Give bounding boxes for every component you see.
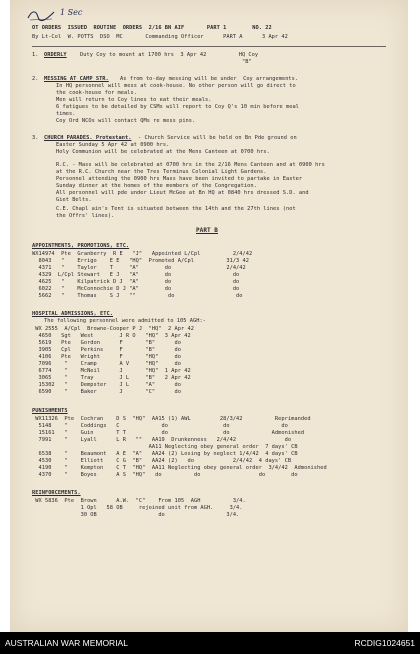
appointment-row: 4625 " Kilpatrick D J "A" do do xyxy=(32,279,240,285)
item-line: As from to-day messing will be under Coy arrangements. xyxy=(120,76,299,82)
hospital-row: 15302 " Dempster J L "A" do xyxy=(32,382,181,388)
punishment-row: 4370 " Boyes A S "HQ" do do do do xyxy=(32,472,298,478)
item-line: the cook-house for meals. xyxy=(56,90,137,96)
header-line-2: By Lt-Col W. POTTS DSO MC Commanding Officer PART A 3 Apr 42 xyxy=(32,34,288,40)
document-page xyxy=(10,0,408,632)
appointments-heading: APPOINTMENTS, PROMOTIONS, ETC. xyxy=(32,243,130,249)
hospital-row: 3905 Cpl Perkins F "B" do xyxy=(32,347,181,353)
reinforcement-row: 1 Opl 58 OB rejoined unit from AGH. 3/4. xyxy=(32,505,243,511)
item-line: Sunday dinner at the homes of the members of the Congregation. xyxy=(56,183,257,189)
item-line: the Offrs' lines). xyxy=(56,213,115,219)
punishment-row: 15161 " Guin T T do do Admonished xyxy=(32,430,305,436)
item-title: MESSING AT CAMP STR. xyxy=(44,76,109,82)
item-line: 6 fatigues to be detailed by CSMs will report to Coy Q's 10 min before meal xyxy=(56,104,299,110)
item-line: C.E. Chapl ain's Tent is situated between the 14th and the 27th lines (not xyxy=(56,206,296,212)
appointment-row: WX14974 Pte Granberry R E "J" Appointed L/Cpl 2/4/42 xyxy=(32,251,253,257)
hospital-row: 4106 Pte Wright F "HQ" do xyxy=(32,354,181,360)
item-line: - Church Service will be held on Bn Pde ground on xyxy=(138,135,297,141)
item-line: Coy Ord NCOs will contact QMs re mess pins. xyxy=(56,118,196,124)
divider xyxy=(32,46,386,47)
item-number: 1. xyxy=(32,52,39,58)
part-b-heading: PART B xyxy=(196,227,218,234)
appointment-row: 6022 " McConnochie D J "A" do do xyxy=(32,286,240,292)
appointment-row: 5662 " Thomas S J "" do do xyxy=(32,293,243,299)
item-line: In HQ personnel will mess at cook-house. No other person will go direct to xyxy=(56,83,296,89)
item-line: R.C. - Mass will be celebrated at 0700 hrs in the 2/16 Mens Canteen and at 0900 hrs xyxy=(56,162,325,168)
hospital-row: 6774 " McNeil J "HQ" 1 Apr 42 xyxy=(32,368,191,374)
hospital-row: WX 2555 A/Cpl Browne-Cooper P J "HQ" 2 Apr 42 xyxy=(32,326,194,332)
appointment-row: 4329 L/Cpl Stewart E J "A" do do xyxy=(32,272,240,278)
punishment-row: WX11326 Pte Cochran D S "HQ" AA15 (1) AWL 28/3/42 Reprimanded xyxy=(32,416,311,422)
item-line: Easter Sunday 5 Apr 42 at 0900 hrs. xyxy=(56,142,170,148)
handwritten-mark-icon xyxy=(26,8,56,22)
punishment-row: AA11 Neglecting obey general order 7 days' CB xyxy=(32,444,298,450)
hospital-row: 4650 Sgt West J R O "HQ" 3 Apr 42 xyxy=(32,333,191,339)
punishment-row: 4530 " Elliott C G "B" AA24 (2) do 2/4/42 4 days' CB xyxy=(32,458,292,464)
archive-name: AUSTRALIAN WAR MEMORIAL xyxy=(5,638,128,648)
item-line: Men will return to Coy lines to eat their meals. xyxy=(56,97,212,103)
hospital-row: 5619 Pte Gordon F "B" do xyxy=(32,340,181,346)
reinforcements-heading: REINFORCEMENTS. xyxy=(32,490,81,496)
item-line: Personnel attending the 0900 hrs Mass have been invited to partake in Easter xyxy=(56,176,303,182)
hospital-row: 6590 " Baker J "C" do xyxy=(32,389,181,395)
item-title: CHURCH PARADES. Protestant. xyxy=(44,135,132,141)
punishment-row: 4190 " Kempton C T "HQ" AA11 Neglecting obey general order 3/4/42 Admonished xyxy=(32,465,327,471)
item-line: Giet Belts. xyxy=(56,197,92,203)
appointment-row: 8043 " Errigo E E "HQ" Promoted A/Cpl 31/3 42 xyxy=(32,258,250,264)
hospital-row: 7096 " Cramp A V "HQ" do xyxy=(32,361,181,367)
item-line: Holy Communion will be celebrated at the Mens Canteen at 0700 hrs. xyxy=(56,149,270,155)
header-line-1: OT ORDERS ISSUED ROUTINE ORDERS 2/16 BN AIF PART 1 NO. 22 xyxy=(32,25,272,31)
punishment-row: 5148 " Coddings C do do do xyxy=(32,423,288,429)
document-id: RCDIG1024651 xyxy=(354,638,415,648)
item-line: All personnel will pde under Lieut McGee at Bn HQ at 0840 hrs dressed S.D. and xyxy=(56,190,309,196)
footer-bar xyxy=(0,632,420,654)
item-number: 3. xyxy=(32,135,39,141)
reinforcement-row: 30 OB do 3/4. xyxy=(32,512,240,518)
item-line: at the R.C. Church near the Tres Terminus Colonial Light Gardens. xyxy=(56,169,267,175)
item-title: ORDERLY xyxy=(44,52,67,58)
hospital-row: 3065 " Tray J L "B" 2 Apr 42 xyxy=(32,375,191,381)
item-line: Duty Coy to mount at 1700 hrs 3 Apr 42 HQ Coy xyxy=(80,52,259,58)
punishments-heading: PUNISHMENTS xyxy=(32,408,68,414)
item-line: times. xyxy=(56,111,76,117)
punishment-row: 7991 " Lyall L R "" AA19 Drunkenness 2/4/42 do xyxy=(32,437,292,443)
hospital-intro: The following personnel were admitted to 105 AGH:- xyxy=(44,318,206,324)
item-line: "B" xyxy=(80,59,252,65)
punishment-row: 6538 " Beaumont A E "A" AA24 (2) Losing by neglect 1/4/42 4 days' CB xyxy=(32,451,298,457)
item-number: 2. xyxy=(32,76,39,82)
appointment-row: 4371 " Taylor T "A" do 2/4/42 xyxy=(32,265,246,271)
hospital-heading: HOSPITAL ADMISSIONS, ETC. xyxy=(32,311,113,317)
reinforcement-row: WX 5836 Pte Brown A.W. "C" From 105 AGH 3/4. xyxy=(32,498,246,504)
handwritten-note: 1 Sec xyxy=(60,8,83,17)
